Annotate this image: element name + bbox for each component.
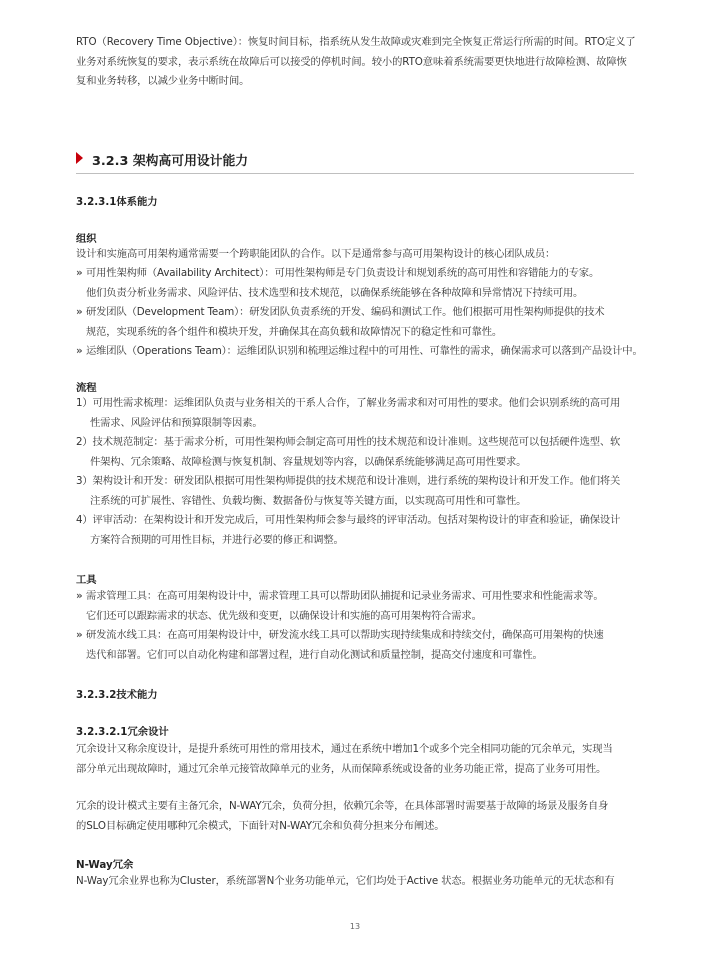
redundancy-paragraph-2: 冗余的设计模式主要有主备冗余，N-WAY冗余，负荷分担，依赖冗余等，在具体部署时需要基于故障的场景及服务自身 的SLO目标确定使用哪种冗余模式，下面针对N-WAY冗余和负荷分担来分布阐述。	[76, 800, 609, 832]
nway-heading: N-Way冗余	[76, 859, 134, 871]
section-heading: 3.2.3 架构高可用设计能力	[92, 154, 249, 169]
process-heading: 流程	[76, 382, 97, 394]
section-divider	[76, 173, 634, 174]
tools-item-requirements: » 需求管理工具：在高可用架构设计中，需求管理工具可以帮助团队捕捉和记录业务需求、可用性要求和性能需求等。 它们还可以跟踪需求的状态、优先级和变更，以确保设计和实施的高可用架构符合需求。	[76, 587, 646, 626]
tools-item-pipeline: » 研发流水线工具：在高可用架构设计中，研发流水线工具可以帮助实现持续集成和持续交付，确保高可用架构的快速 迭代和部署。它们可以自动化构建和部署过程，进行自动化测试和质量控制，提高交付速度和可靠性。	[76, 626, 646, 665]
bullet-marker-icon: »	[76, 306, 83, 318]
org-item-development-team: » 研发团队（Development Team）：研发团队负责系统的开发、编码和测试工作。他们根据可用性架构师提供的技术 规范，实现系统的各个组件和模块开发，并确保其在高负载和故障情况下的稳定性和可靠性。	[76, 303, 646, 342]
bullet-marker-icon: »	[76, 267, 83, 279]
nway-paragraph: N-Way冗余业界也称为Cluster，系统部署N个业务功能单元，它们均处于Active 状态。根据业务功能单元的无状态和有	[76, 875, 615, 887]
org-heading: 组织	[76, 233, 97, 245]
bullet-marker-icon: »	[76, 629, 83, 641]
process-step-2: 2）技术规范制定：基于需求分析，可用性架构师会制定高可用性的技术规范和设计准则。这些规范可以包括硬件选型、软 件架构、冗余策略、故障检测与恢复机制、容量规划等内容，以确保系统能够满足高可用性要求。	[76, 436, 621, 468]
subsection-heading-system: 3.2.3.1体系能力	[76, 196, 158, 208]
page-number: 13	[349, 922, 361, 931]
process-step-4: 4）评审活动：在架构设计和开发完成后，可用性架构师会参与最终的评审活动。包括对架构设计的审查和验证，确保设计 方案符合预期的可用性目标，并进行必要的修正和调整。	[76, 514, 621, 546]
redundancy-heading: 3.2.3.2.1冗余设计	[76, 726, 169, 738]
org-item-operations-team: » 运维团队（Operations Team）：运维团队识别和梳理运维过程中的可用性、可靠性的需求，确保需求可以落到产品设计中。	[76, 342, 646, 362]
bullet-marker-icon: »	[76, 590, 83, 602]
rto-paragraph: RTO（Recovery Time Objective）：恢复时间目标，指系统从发生故障或灾难到完全恢复正常运行所需的时间。RTO定义了业务对系统恢复的要求，表示系统在故障后可以接受的停机时间。较小的RTO意味着系统需要更快地进行故障检测、故障恢复和业务转移，以减少业务中断时间。	[76, 36, 636, 87]
section-marker-icon	[76, 152, 83, 164]
tools-heading: 工具	[76, 574, 97, 586]
org-item-availability-architect: » 可用性架构师（Availability Architect）：可用性架构师是专门负责设计和规划系统的高可用性和容错能力的专家。 他们负责分析业务需求、风险评估、技术选型和技术规范，以确保系统能够在各种故障和异常情况下持续可用。	[76, 264, 646, 303]
process-step-3: 3）架构设计和开发：研发团队根据可用性架构师提供的技术规范和设计准则，进行系统的架构设计和开发工作。他们将关 注系统的可扩展性、容错性、负载均衡、数据备份与恢复等关键方面，以实现高可用性和可靠性。	[76, 475, 621, 507]
subsection-heading-technical: 3.2.3.2技术能力	[76, 689, 158, 701]
process-step-1: 1）可用性需求梳理：运维团队负责与业务相关的干系人合作，了解业务需求和对可用性的要求。他们会识别系统的高可用 性需求、风险评估和预算限制等因素。	[76, 397, 621, 429]
redundancy-paragraph-1: 冗余设计又称余度设计，是提升系统可用性的常用技术，通过在系统中增加1个或多个完全相同功能的冗余单元，实现当 部分单元出现故障时，通过冗余单元接管故障单元的业务，从而保障系统或设备的业务功能正常，提高了业务可用性。	[76, 743, 613, 775]
bullet-marker-icon: »	[76, 345, 83, 357]
org-intro: 设计和实施高可用架构通常需要一个跨职能团队的合作。以下是通常参与高可用架构设计的核心团队成员：	[76, 248, 556, 260]
